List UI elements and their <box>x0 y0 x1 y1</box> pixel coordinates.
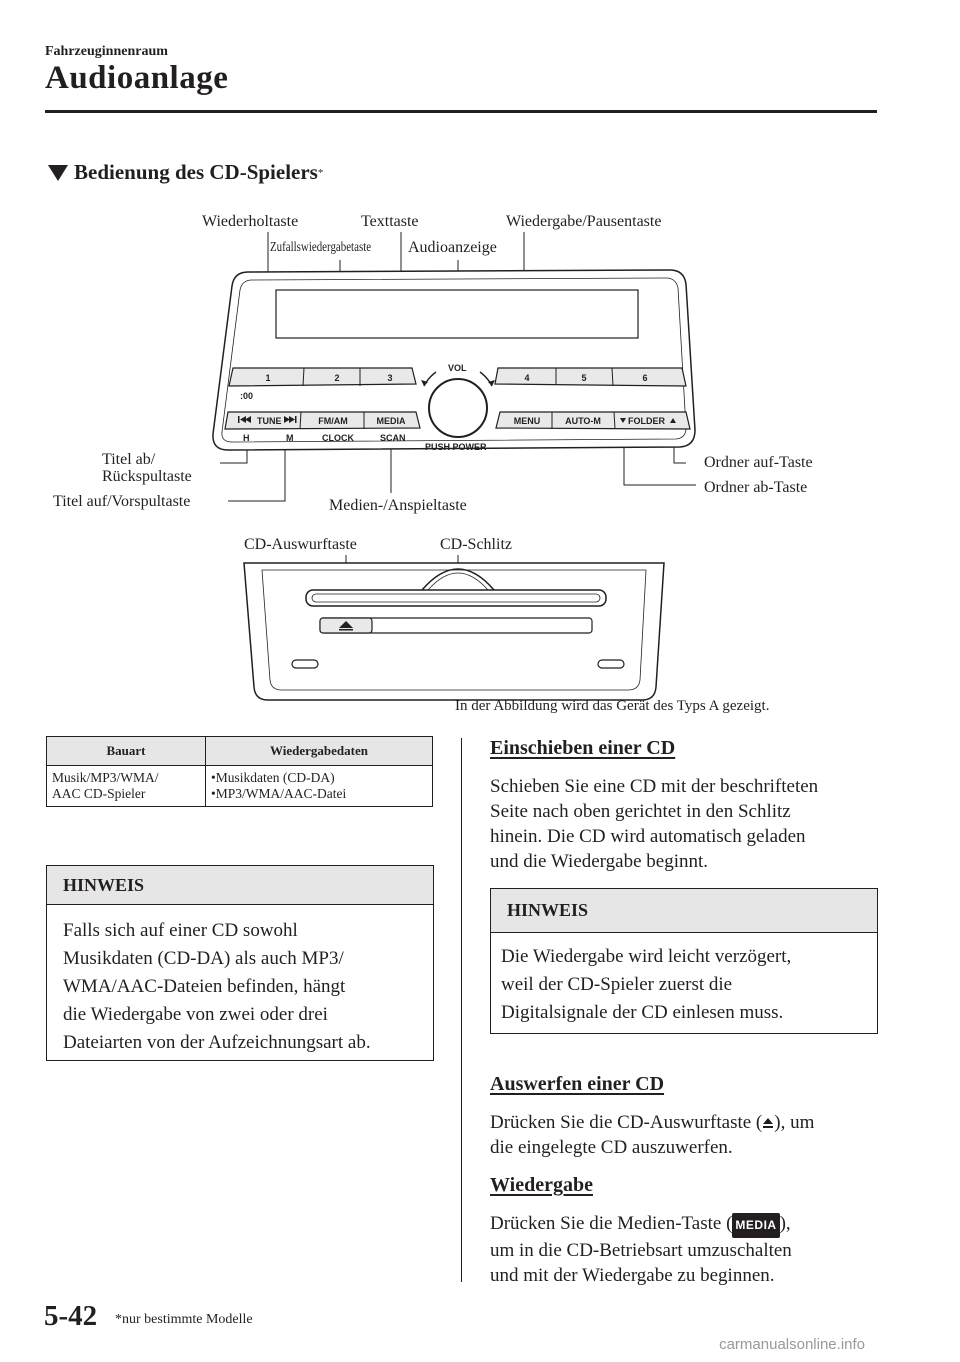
play-text: Drücken Sie die Medien-Taste ( MEDIA ), um in die CD-Betriebsart umzuschalten und mit der Wiedergabe zu beginnen. <box>490 1213 792 1286</box>
head-unit <box>213 270 695 450</box>
label-slot: CD-Schlitz <box>440 536 512 553</box>
lbl-scan: SCAN <box>380 433 406 443</box>
btn-2: 2 <box>334 373 340 383</box>
btn-3: 3 <box>387 373 393 383</box>
section-title: Fahrzeuginnenraum <box>45 44 168 59</box>
vol-label: VOL <box>448 363 467 373</box>
btn-zero: :00 <box>240 391 254 401</box>
table-header-type: Bauart <box>47 737 206 766</box>
note-title: HINWEIS <box>47 866 433 905</box>
note-box-left <box>46 865 434 1061</box>
media-button-icon: MEDIA <box>732 1213 779 1238</box>
table-cell-type: Musik/MP3/WMA/ AAC CD-Spieler <box>47 766 206 807</box>
label-track-down: Titel ab/ <box>102 451 156 468</box>
chapter-title: Audioanlage <box>45 60 229 96</box>
lbl-clock: CLOCK <box>322 433 354 443</box>
footnote-mark: * <box>317 166 324 179</box>
topic-title: Bedienung des CD-Spielers <box>74 160 318 184</box>
lbl-m: M <box>286 433 294 443</box>
note-body: Falls sich auf einer CD sowohl Musikdaten (CD-DA) als auch MP3/ WMA/AAC-Dateien befinden, hängt die Wiedergabe von zwei oder drei Dateiarten von der Aufzeichnungsart ab. <box>63 920 371 1053</box>
label-folder-up: Ordner auf-Taste <box>704 454 813 471</box>
figure-caption: In der Abbildung wird das Gerät des Typs A gezeigt. <box>455 698 770 714</box>
lbl-push-power: PUSH POWER <box>425 442 487 452</box>
page-number: 5-42 <box>44 1300 98 1332</box>
cd-slot[interactable] <box>306 590 606 606</box>
label-display: Audioanzeige <box>408 239 497 256</box>
label-rewind: Rückspultaste <box>102 468 192 485</box>
column-divider <box>461 738 462 1282</box>
eject-icon <box>762 1116 774 1130</box>
note-title: HINWEIS <box>491 889 877 933</box>
heading-play: Wiedergabe <box>490 1174 593 1196</box>
btn-fmam: FM/AM <box>318 416 348 426</box>
lbl-h: H <box>243 433 250 443</box>
label-repeat: Wiederholtaste <box>202 213 299 230</box>
eject-text: Drücken Sie die CD-Auswurftaste ( ), um die eingelegte CD auszuwerfen. <box>490 1112 815 1158</box>
cd-unit <box>244 563 664 700</box>
watermark: carmanualsonline.info <box>719 1336 865 1353</box>
label-track-up: Titel auf/Vorspultaste <box>53 493 191 510</box>
btn-folder: FOLDER <box>628 416 665 426</box>
btn-4: 4 <box>524 373 530 383</box>
heading-insert: Einschieben einer CD <box>490 737 676 759</box>
label-folder-down: Ordner ab-Taste <box>704 479 808 496</box>
table-cell-data: •Musikdaten (CD-DA) •MP3/WMA/AAC-Datei <box>206 766 433 807</box>
label-random: Zufallswiedergabetaste <box>270 240 372 255</box>
label-text: Texttaste <box>361 213 419 230</box>
label-media-scan: Medien-/Anspieltaste <box>329 497 467 514</box>
audio-display <box>276 290 638 338</box>
note-body: Die Wiedergabe wird leicht verzögert, weil der CD-Spieler zuerst die Digitalsignale der CD einlesen muss. <box>501 946 792 1023</box>
heading-eject: Auswerfen einer CD <box>490 1073 665 1095</box>
btn-menu: MENU <box>513 416 541 426</box>
btn-6: 6 <box>642 373 648 383</box>
btn-5: 5 <box>581 373 587 383</box>
btn-tune: TUNE <box>257 416 282 426</box>
spec-table <box>46 736 433 807</box>
note-box-right <box>490 888 878 1034</box>
volume-knob[interactable] <box>429 379 487 437</box>
label-eject: CD-Auswurftaste <box>244 536 357 553</box>
btn-1: 1 <box>265 373 271 383</box>
btn-media: MEDIA <box>376 416 406 426</box>
insert-text: Schieben Sie eine CD mit der beschrifteten Seite nach oben gerichtet in den Schlitz hinein. Die CD wird automatisch geladen und die Wiedergabe beginnt. <box>490 776 819 872</box>
table-row <box>47 766 433 807</box>
table-header-data: Wiedergabedaten <box>206 737 433 766</box>
label-play-pause: Wiedergabe/Pausentaste <box>506 213 662 230</box>
btn-autom: AUTO-M <box>565 416 601 426</box>
footer-note: *nur bestimmte Modelle <box>115 1312 253 1327</box>
